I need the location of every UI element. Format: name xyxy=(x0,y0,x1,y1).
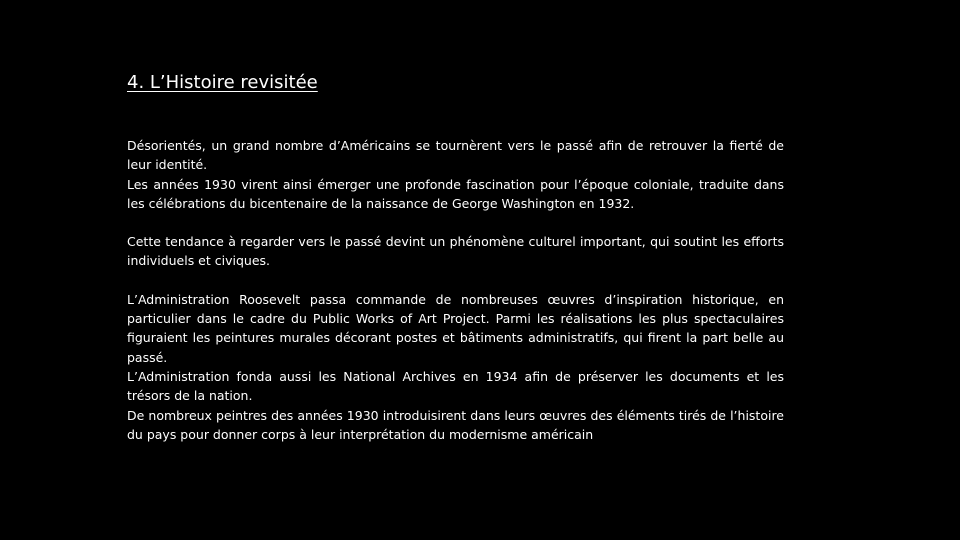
text-line: De nombreux peintres des années 1930 introduisirent dans leurs œuvres des éléments tirés de l’histoire du pays pour donner corps à leur interprétation du modernisme américain xyxy=(127,407,784,442)
paragraph xyxy=(127,136,784,213)
text-line: L’Administration Roosevelt passa commande de nombreuses œuvres d’inspiration historique, en particulier dans le cadre du Public Works of Art Project. Parmi les réalisations les plus spectaculaires figuraient les peintures murales décorant postes et bâtiments administratifs, qui firent la part belle au passé. xyxy=(127,291,784,365)
text-line: L’Administration fonda aussi les National Archives en 1934 afin de préserver les documents et les trésors de la nation. xyxy=(127,368,784,404)
text-line: Désorientés, un grand nombre d’Américains se tournèrent vers le passé afin de retrouver la fierté de leur identité. xyxy=(127,138,784,173)
paragraph xyxy=(127,290,784,444)
text-line: Cette tendance à regarder vers le passé devint un phénomène culturel important, qui soutint les efforts individuels et civiques. xyxy=(127,234,784,269)
slide-body xyxy=(127,136,784,463)
slide-title: 4. L’Histoire revisitée xyxy=(127,72,318,93)
text-line: Les années 1930 virent ainsi émerger une profonde fascination pour l’époque coloniale, traduite dans les célébrations du bicentenaire de la naissance de George Washington en 1932. xyxy=(127,176,784,211)
paragraph xyxy=(127,232,784,271)
